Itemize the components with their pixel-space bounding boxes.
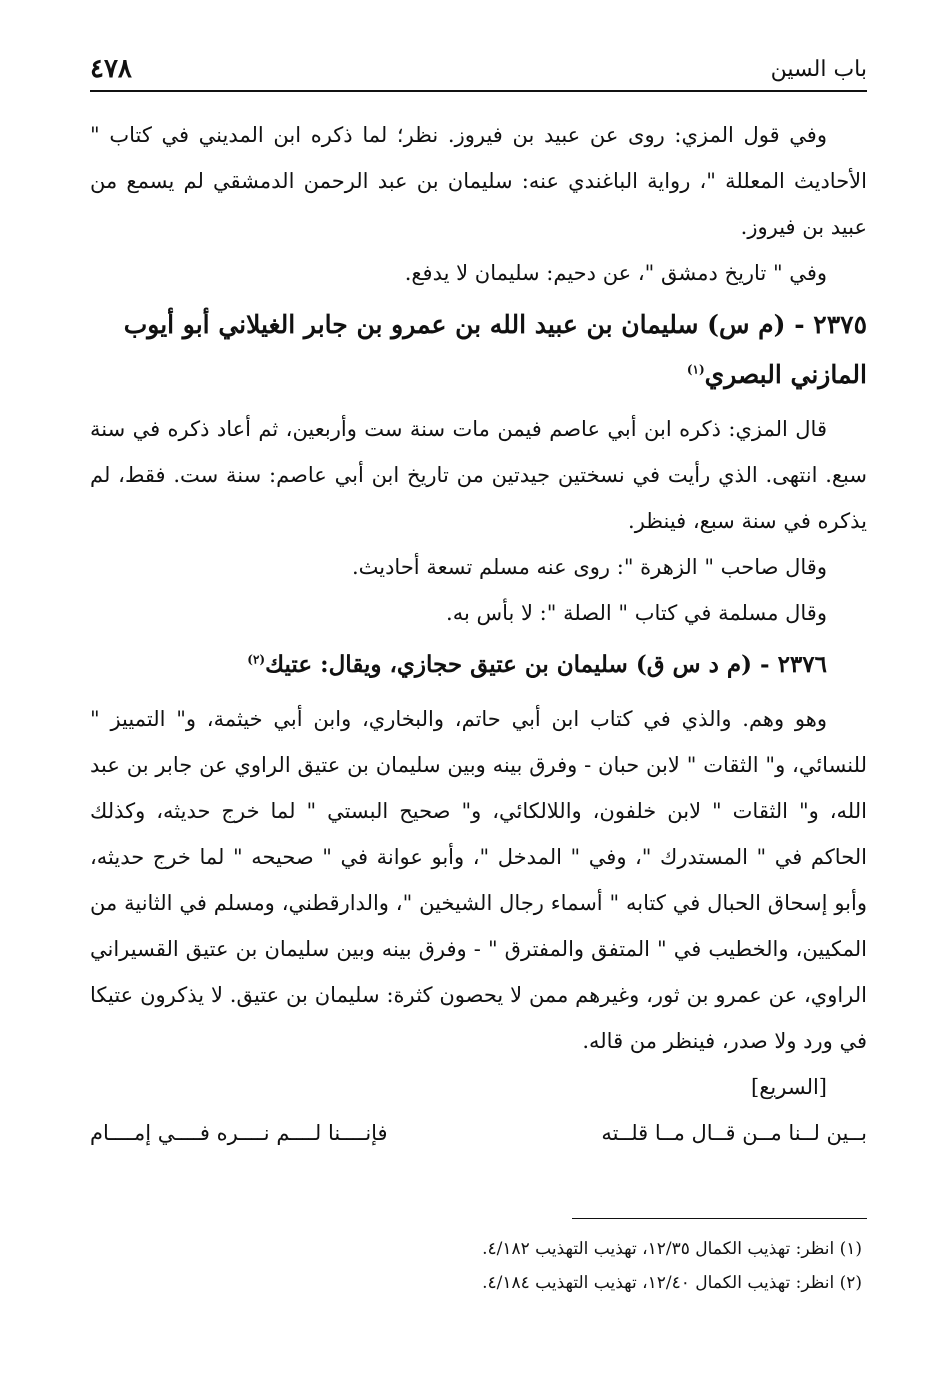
paragraph: وهو وهم. والذي في كتاب ابن أبي حاتم، والبخاري، وابن أبي خيثمة، و" التمييز " للنسائي، و" الثقات " لابن حبان - وفرق بينه وبين سليمان بن عتيق الراوي عن جابر بن عبد الله، و" الثقات " لابن خلفون، واللالكائي، و" صحيح البستي " لما خرج حديثه، وكذلك الحاكم في " المستدرك "، وفي " المدخل "، وأبو عوانة في " صحيحه " لما خرج حديثه، وأبو إسحاق الحبال في كتابه " أسماء رجال الشيخين "، والدارقطني، ومسلم في الثانية من المكيين، والخطيب في " المتفق والمفترق " - وفرق بينه وبين سليمان بن عتيق القسيراني الراوي، عن عمرو بن ثور، وغيرهم ممن لا يحصون كثرة: سليمان بن عتيق. لا يذكرون عتيكا في ورد ولا صدر، فينظر من قاله.	[90, 707, 867, 1053]
footnote-marker: (٢)	[247, 652, 266, 667]
footnote: (١) انظر: تهذيب الكمال ١٢/٣٥، تهذيب التهذيب ٤/١٨٢.	[482, 1239, 862, 1259]
entry-heading-2375	[90, 300, 867, 400]
footnote: (٢) انظر: تهذيب الكمال ١٢/٤٠، تهذيب التهذيب ٤/١٨٤.	[482, 1273, 862, 1293]
poetry-verse	[90, 1110, 867, 1156]
page-header	[90, 50, 867, 92]
entry-heading-text: ٢٣٧٦ - (م د س ق) سليمان بن عتيق حجازي، ويقال: عتيك	[265, 651, 827, 678]
page-body	[90, 112, 867, 1156]
footnote-marker: (١)	[686, 362, 705, 377]
verse-first-hemistich: بــين لــنا مــن قــال مــا قلــته	[601, 1121, 867, 1145]
paragraph: وقال صاحب " الزهرة ": روى عنه مسلم تسعة أحاديث.	[351, 555, 827, 579]
poetic-meter-label: [السريع]	[751, 1075, 827, 1099]
running-head: باب السين	[770, 57, 867, 82]
paragraph: وفي " تاريخ دمشق "، عن دحيم: سليمان لا يدفع.	[404, 261, 827, 285]
paragraph: قال المزي: ذكره ابن أبي عاصم فيمن مات سنة ست وأربعين، ثم أعاد ذكره في سنة سبع. انتهى. الذي رأيت في نسختين جيدتين من تاريخ ابن أبي عاصم: سنة ست. فقط، لم يذكره في سنة سبع، فينظر.	[90, 417, 867, 533]
page-number: ٤٧٨	[90, 54, 132, 84]
paragraph: وقال مسلمة في كتاب " الصلة ": لا بأس به.	[446, 601, 827, 625]
paragraph: وفي قول المزي: روى عن عبيد بن فيروز. نظر؛ لما ذكره ابن المديني في كتاب " الأحاديث المعللة "، رواية الباغندي عنه: سليمان بن عبد الرحمن الدمشقي لم يسمع من عبيد بن فيروز.	[90, 123, 867, 239]
entry-heading-text: ٢٣٧٥ - (م س) سليمان بن عبيد الله بن عمرو بن جابر الغيلاني أبو أيوب المازني البصري	[123, 310, 867, 389]
footnotes	[90, 1232, 862, 1300]
footnote-divider	[572, 1218, 867, 1219]
entry-heading-2376	[90, 640, 867, 690]
verse-second-hemistich: فإنــــنا لــــم نــــره فــــي إمــــام	[90, 1121, 388, 1145]
